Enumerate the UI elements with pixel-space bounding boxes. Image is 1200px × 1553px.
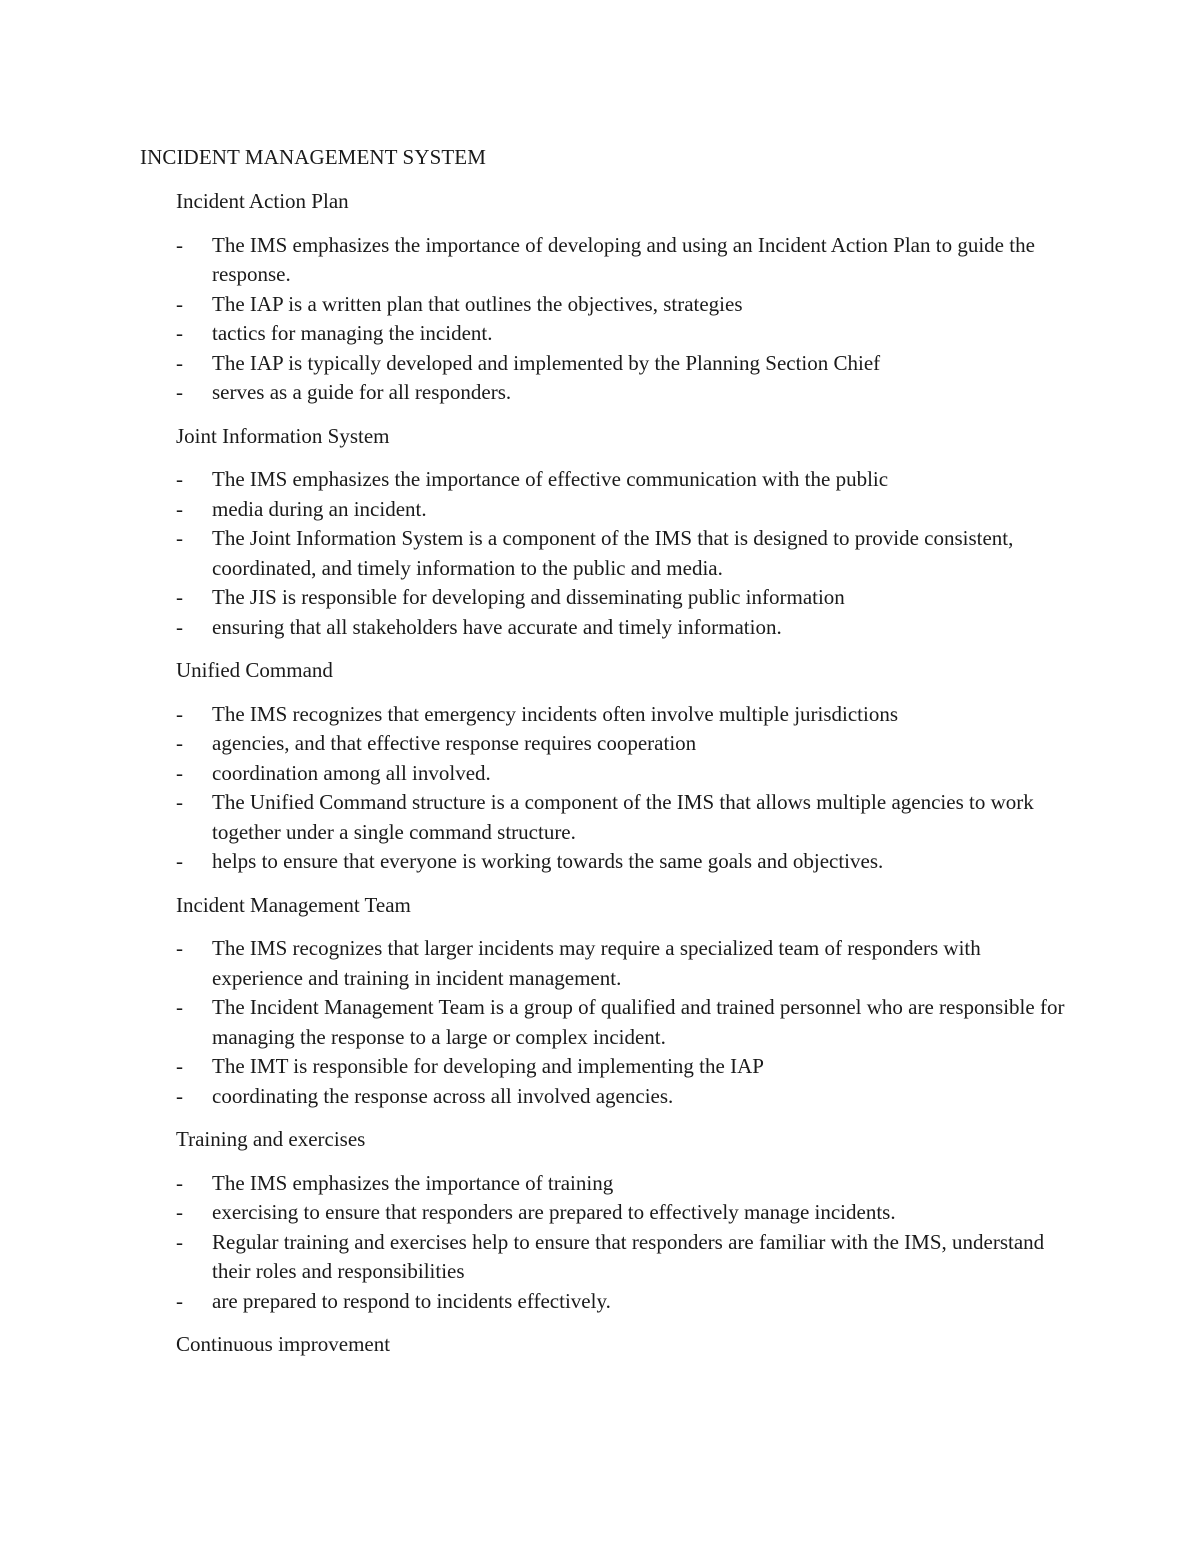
bullet-marker: - [176,350,183,375]
section-heading: Unified Command [176,658,333,682]
list-item-text: serves as a guide for all responders. [212,380,512,404]
list-item [176,349,1076,379]
list-item-text: are prepared to respond to incidents effectively. [212,1288,611,1313]
bullet-marker: - [176,1288,183,1313]
list-item [176,1287,1076,1317]
bullet-marker: - [176,526,183,550]
bullet-marker: - [176,380,183,404]
list-item-text: The IMT is responsible for developing and implementing the IAP [212,1054,764,1078]
bullet-marker: - [176,849,183,873]
document-title: INCIDENT MANAGEMENT SYSTEM [140,145,486,169]
list-item-text: exercising to ensure that responders are prepared to effectively manage incidents. [212,1200,896,1224]
bullet-marker: - [176,585,183,609]
bullet-marker: - [176,291,183,316]
list-item-text: The IAP is typically developed and implemented by the Planning Section Chief [212,350,881,375]
section-heading: Joint Information System [176,423,390,448]
list-item [176,847,1076,877]
list-item [176,465,1076,495]
list-item-text: The IMS recognizes that emergency incidents often involve multiple jurisdictions [212,701,899,726]
list-item-text: The JIS is responsible for developing and disseminating public information [212,585,845,609]
list-item-text: coordination among all involved. [212,760,491,785]
bullet-marker: - [176,496,183,521]
bullet-marker: - [176,1229,183,1254]
list-item-text: The IMS emphasizes the importance of training [212,1170,614,1195]
list-item-text: helps to ensure that everyone is working towards the same goals and objectives. [212,849,884,873]
section-heading: Continuous improvement [176,1332,391,1356]
list-item-text: The IAP is a written plan that outlines the objectives, strategies [212,291,743,316]
list-item [176,1228,1076,1287]
list-item-text: tactics for managing the incident. [212,321,493,345]
list-item-text: agencies, and that effective response requires cooperation [212,731,697,755]
bullet-marker: - [176,1054,183,1078]
list-item-text: coordinating the response across all involved agencies. [212,1083,674,1108]
bullet-marker: - [176,321,183,345]
bullet-marker: - [176,701,183,726]
list-item [176,934,1076,993]
bullet-marker: - [176,232,183,257]
section-heading: Incident Management Team [176,892,411,917]
list-item-text: Regular training and exercises help to ensure that responders are familiar with the IMS, understand their roles and responsibilities [212,1229,1045,1283]
list-item-text: The IMS emphasizes the importance of developing and using an Incident Action Plan to guide the response. [212,232,1035,286]
list-item [176,1169,1076,1199]
list-item [176,613,1076,643]
list-item [176,290,1076,320]
list-item-text: media during an incident. [212,496,427,521]
bullet-list [176,934,1076,1111]
list-item [176,524,1076,583]
list-item [176,788,1076,847]
list-item [176,495,1076,525]
list-item [176,583,1076,613]
list-item [176,993,1076,1052]
list-item [176,319,1076,349]
list-item-text: ensuring that all stakeholders have accurate and timely information. [212,614,782,639]
bullet-marker: - [176,1170,183,1195]
list-item [176,1052,1076,1082]
bullet-marker: - [176,936,183,960]
list-item [176,231,1076,290]
list-item [176,378,1076,408]
bullet-marker: - [176,614,183,639]
bullet-list [176,700,1076,877]
list-item [176,1082,1076,1112]
list-item [176,700,1076,730]
bullet-list [176,231,1076,408]
list-item-text: The Incident Management Team is a group of qualified and trained personnel who are responsible for managing the response to a large or complex incident. [212,995,1065,1049]
document-body [176,187,1076,1374]
bullet-list [176,465,1076,642]
section-heading: Training and exercises [176,1127,366,1151]
section-heading: Incident Action Plan [176,189,349,213]
list-item-text: The Joint Information System is a component of the IMS that is designed to provide consistent, coordinated, and timely information to the public and media. [212,526,1014,580]
list-item [176,1198,1076,1228]
bullet-list [176,1169,1076,1317]
list-item [176,729,1076,759]
bullet-marker: - [176,995,183,1019]
list-item-text: The IMS emphasizes the importance of effective communication with the public [212,467,889,491]
bullet-marker: - [176,731,183,755]
list-item [176,759,1076,789]
list-item-text: The Unified Command structure is a component of the IMS that allows multiple agencies to work together under a single command structure. [212,790,1034,844]
list-item-text: The IMS recognizes that larger incidents may require a specialized team of responders with experience and training in incident management. [212,936,981,990]
bullet-marker: - [176,467,183,491]
bullet-marker: - [176,1083,183,1108]
bullet-marker: - [176,760,183,785]
bullet-marker: - [176,1200,183,1224]
bullet-marker: - [176,790,183,814]
